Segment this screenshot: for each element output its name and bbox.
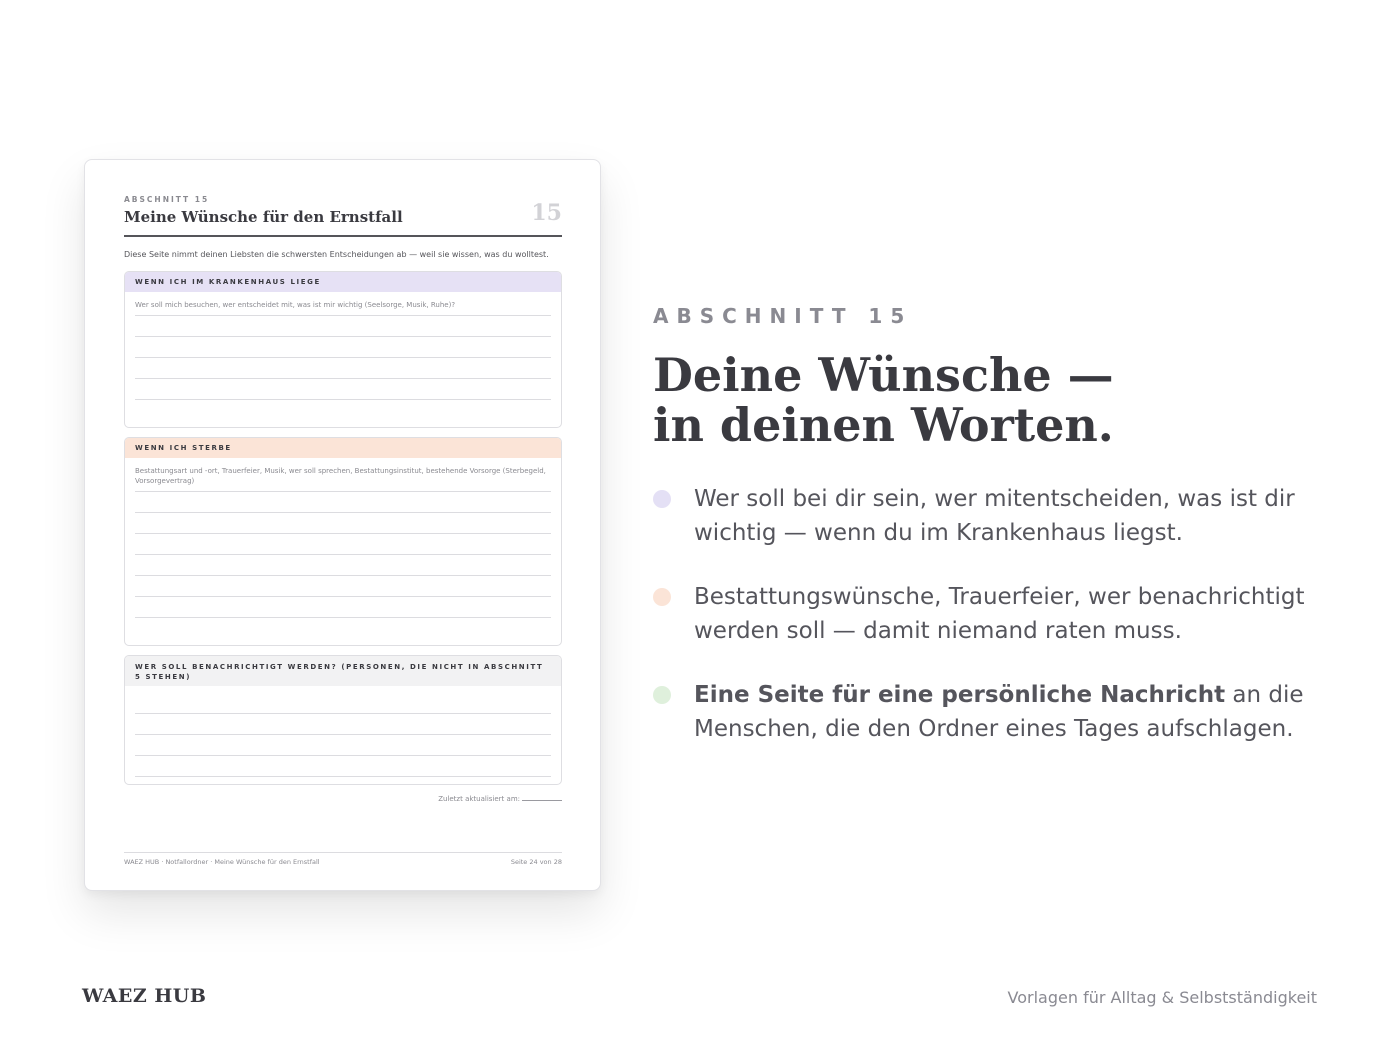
panel-headline [653, 350, 1353, 450]
section-heading: WENN ICH IM KRANKENHAUS LIEGE [125, 272, 561, 292]
headline-line-1: Deine Wünsche — [653, 348, 1114, 402]
title-divider [124, 235, 562, 237]
document-kicker: ABSCHNITT 15 [124, 195, 210, 204]
document-title: Meine Wünsche für den Ernstfall [124, 208, 403, 226]
headline-line-2: in deinen Worten. [653, 398, 1114, 452]
feature-text: Bestattungswünsche, Trauerfeier, wer benachrichtigt werden soll — damit niemand raten muss. [694, 584, 1305, 644]
feature-item [653, 580, 1353, 648]
panel-kicker: ABSCHNITT 15 [653, 304, 913, 328]
section-hint: Wer soll mich besuchen, wer entscheidet mit, was ist mir wichtig (Seelsorge, Musik, Ruhe)? [135, 301, 456, 309]
last-updated [438, 795, 562, 803]
bullet-dot-icon [653, 588, 671, 606]
bullet-dot-icon [653, 490, 671, 508]
writing-line [135, 491, 551, 492]
writing-line [135, 378, 551, 379]
brand-tagline: Vorlagen für Alltag & Selbstständigkeit [1007, 988, 1317, 1007]
document-intro: Diese Seite nimmt deinen Liebsten die schwersten Entscheidungen ab — weil sie wissen, was du wolltest. [124, 250, 549, 259]
writing-line [135, 713, 551, 714]
writing-line [135, 554, 551, 555]
document-footer-left: WAEZ HUB · Notfallordner · Meine Wünsche für den Ernstfall [124, 858, 320, 866]
last-updated-label: Zuletzt aktualisiert am: [438, 795, 520, 803]
section-death [124, 437, 562, 646]
section-notify [124, 655, 562, 785]
document-preview [84, 159, 601, 891]
feature-text: an die Menschen, die den Ordner eines Tages aufschlagen. [694, 682, 1304, 742]
feature-text: Wer soll bei dir sein, wer mitentscheiden, was ist dir wichtig — wenn du im Krankenhaus liegst. [694, 486, 1295, 546]
feature-item [653, 678, 1353, 746]
brand-logo: WAEZ HUB [82, 985, 207, 1007]
bullet-dot-icon [653, 686, 671, 704]
writing-line [135, 617, 551, 618]
writing-line [135, 755, 551, 756]
writing-line [135, 315, 551, 316]
document-section-number: 15 [531, 200, 562, 226]
feature-list [653, 482, 1353, 746]
writing-line [135, 512, 551, 513]
writing-line [135, 336, 551, 337]
document-page-number: Seite 24 von 28 [510, 858, 562, 866]
writing-line [135, 776, 551, 777]
feature-item [653, 482, 1353, 550]
section-hospital [124, 271, 562, 428]
writing-line [135, 399, 551, 400]
writing-line [135, 596, 551, 597]
footer-divider [124, 852, 562, 853]
last-updated-blank [522, 800, 562, 801]
writing-line [135, 357, 551, 358]
section-heading: WENN ICH STERBE [125, 438, 561, 458]
section-hint: Bestattungsart und -ort, Trauerfeier, Musik, wer soll sprechen, Bestattungsinstitut, bestehende Vorsorge (Sterbegeld, Vorsorgevertrag) [135, 467, 546, 485]
writing-line [135, 734, 551, 735]
writing-line [135, 533, 551, 534]
section-heading: WER SOLL BENACHRICHTIGT WERDEN? (PERSONEN, DIE NICHT IN ABSCHNITT 5 STEHEN) [125, 656, 561, 686]
feature-text-bold: Eine Seite für eine persönliche Nachricht [694, 682, 1226, 708]
writing-line [135, 575, 551, 576]
